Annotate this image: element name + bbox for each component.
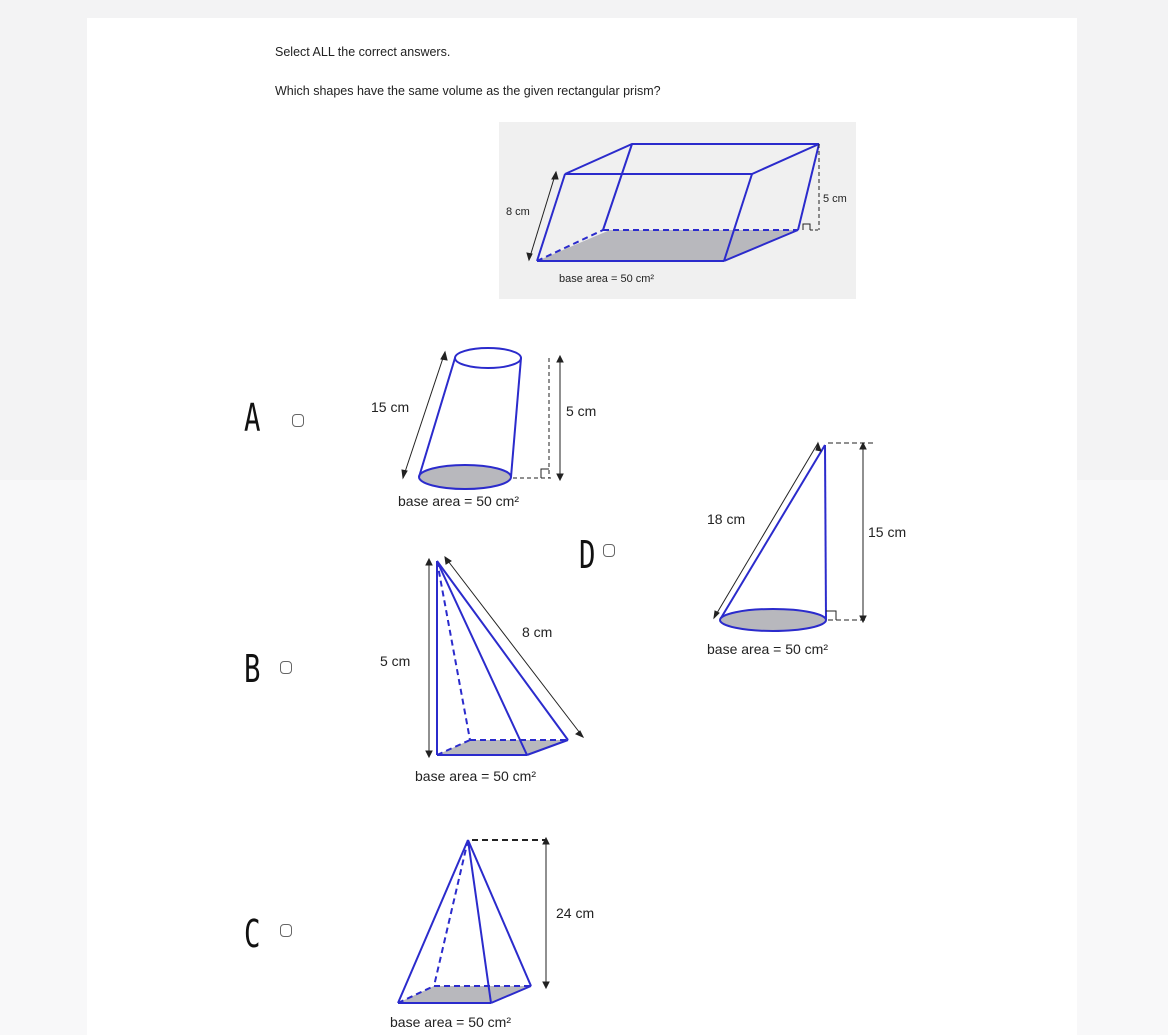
option-d-cone-figure <box>700 435 925 665</box>
prism-slant-label: 8 cm <box>506 206 530 218</box>
option-a-base-label: base area = 50 cm² <box>398 493 520 509</box>
option-a-cylinder-figure <box>365 340 615 515</box>
option-a-checkbox[interactable] <box>292 414 304 427</box>
option-a-letter: A <box>244 396 261 440</box>
option-c-base-label: base area = 50 cm² <box>390 1014 512 1030</box>
option-c-pyramid-figure <box>380 830 620 1035</box>
option-b-base-label: base area = 50 cm² <box>415 768 537 784</box>
option-b-letter: B <box>244 647 261 691</box>
option-b-slant-label: 8 cm <box>522 624 553 640</box>
option-c-letter: C <box>244 912 261 956</box>
option-b-checkbox[interactable] <box>280 661 292 674</box>
prism-base-label: base area = 50 cm² <box>559 273 655 285</box>
option-d-letter: D <box>579 533 596 577</box>
option-b-pyramid-figure <box>375 555 595 790</box>
prism-height-label: 5 cm <box>823 193 847 205</box>
option-a-height-label: 5 cm <box>566 403 597 419</box>
option-c-checkbox[interactable] <box>280 924 292 937</box>
option-d-height-label: 15 cm <box>868 524 907 540</box>
question-text: Which shapes have the same volume as the given rectangular prism? <box>275 84 661 98</box>
prism-figure <box>499 122 856 299</box>
option-b-height-label: 5 cm <box>380 653 411 669</box>
option-a-slant-label: 15 cm <box>371 399 410 415</box>
instruction-text: Select ALL the correct answers. <box>275 45 451 59</box>
option-d-checkbox[interactable] <box>603 544 615 557</box>
option-d-base-label: base area = 50 cm² <box>707 641 829 657</box>
option-d-slant-label: 18 cm <box>707 511 746 527</box>
option-c-height-label: 24 cm <box>556 905 595 921</box>
